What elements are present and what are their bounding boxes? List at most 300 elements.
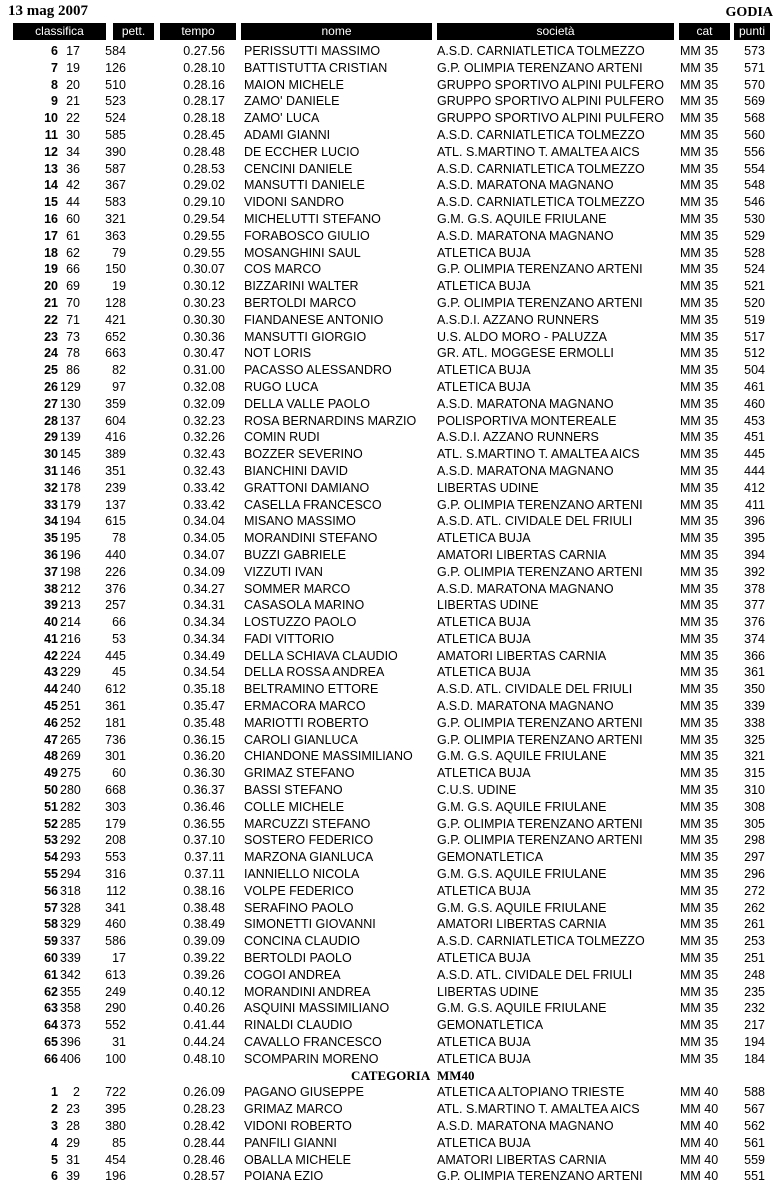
- rank-cell: 52: [44, 816, 58, 831]
- overall-cell: 373: [60, 1018, 81, 1033]
- club-cell: G.P. OLIMPIA TERENZANO ARTENI: [437, 564, 643, 579]
- name-cell: MANSUTTI GIORGIO: [244, 329, 367, 344]
- time-cell: 0.36.37: [183, 783, 225, 798]
- rank-cell: 36: [44, 547, 58, 562]
- points-cell: 296: [744, 867, 765, 882]
- points-cell: 248: [744, 967, 765, 982]
- rank-cell: 9: [51, 94, 58, 109]
- rank-cell: 58: [44, 917, 58, 932]
- time-cell: 0.33.42: [183, 480, 225, 495]
- club-cell: ATLETICA BUJA: [437, 1051, 531, 1066]
- name-cell: CAVALLO FRANCESCO: [244, 1035, 382, 1050]
- club-cell: G.P. OLIMPIA TERENZANO ARTENI: [437, 262, 643, 277]
- club-cell: A.S.D. MARATONA MAGNANO: [437, 581, 614, 596]
- category-cell: MM 35: [680, 900, 719, 915]
- bib-cell: 454: [105, 1152, 126, 1167]
- table-row: [0, 732, 779, 749]
- bib-cell: 416: [105, 430, 126, 445]
- club-cell: G.P. OLIMPIA TERENZANO ARTENI: [437, 295, 643, 310]
- category-cell: MM 40: [680, 1119, 719, 1133]
- bib-cell: 722: [105, 1085, 126, 1100]
- bib-cell: 351: [105, 463, 126, 478]
- club-cell: A.S.D. ATL. CIVIDALE DEL FRIULI: [437, 514, 633, 529]
- overall-cell: 19: [66, 60, 80, 75]
- bib-cell: 615: [105, 514, 126, 529]
- name-cell: GRIMAZ STEFANO: [244, 766, 355, 781]
- bib-cell: 421: [105, 312, 126, 327]
- rank-cell: 11: [44, 127, 58, 142]
- name-cell: GRIMAZ MARCO: [244, 1102, 343, 1117]
- category-cell: MM 35: [680, 447, 719, 462]
- time-cell: 0.28.17: [183, 94, 225, 109]
- time-cell: 0.28.46: [183, 1152, 225, 1167]
- time-cell: 0.30.07: [183, 262, 225, 277]
- category-cell: MM 35: [680, 295, 719, 310]
- time-cell: 0.34.09: [183, 564, 225, 579]
- table-row: [0, 1168, 779, 1185]
- time-cell: 0.28.10: [183, 60, 225, 75]
- table-row: [0, 1101, 779, 1118]
- table-row: [0, 396, 779, 413]
- points-cell: 378: [744, 581, 765, 596]
- points-cell: 529: [744, 228, 765, 243]
- points-cell: 528: [744, 245, 765, 260]
- points-cell: 445: [744, 447, 765, 462]
- bib-cell: 179: [105, 816, 126, 831]
- rank-cell: 57: [44, 900, 58, 915]
- col-tempo: tempo: [160, 23, 236, 40]
- club-cell: A.S.D. ATL. CIVIDALE DEL FRIULI: [437, 967, 633, 982]
- col-classifica: classifica: [13, 23, 106, 40]
- rank-cell: 5: [51, 1152, 58, 1167]
- time-cell: 0.35.47: [183, 699, 225, 714]
- time-cell: 0.28.48: [183, 144, 225, 159]
- club-cell: A.S.D.I. AZZANO RUNNERS: [437, 312, 599, 327]
- time-cell: 0.32.26: [183, 430, 225, 445]
- bib-cell: 587: [105, 161, 126, 176]
- results-table: [0, 43, 779, 1185]
- name-cell: BERTOLDI MARCO: [244, 295, 357, 310]
- rank-cell: 14: [44, 178, 58, 193]
- category-cell: MM 40: [680, 1152, 719, 1167]
- bib-cell: 583: [105, 195, 126, 210]
- rank-cell: 64: [44, 1018, 58, 1033]
- club-cell: ATLETICA BUJA: [437, 363, 531, 378]
- club-cell: LIBERTAS UDINE: [437, 598, 539, 613]
- bib-cell: 376: [105, 581, 126, 596]
- points-cell: 194: [744, 1035, 765, 1050]
- overall-cell: 2: [73, 1085, 80, 1100]
- time-cell: 0.30.12: [183, 279, 225, 294]
- club-cell: LIBERTAS UDINE: [437, 984, 539, 999]
- name-cell: FADI VITTORIO: [244, 631, 335, 646]
- table-row: [0, 463, 779, 480]
- points-cell: 556: [744, 144, 765, 159]
- rank-cell: 12: [44, 144, 58, 159]
- overall-cell: 146: [60, 463, 81, 478]
- bib-cell: 585: [105, 127, 126, 142]
- points-cell: 350: [744, 682, 765, 697]
- time-cell: 0.34.34: [183, 615, 225, 630]
- points-cell: 395: [744, 531, 765, 546]
- bib-cell: 31: [112, 1035, 126, 1050]
- time-cell: 0.32.08: [183, 379, 225, 394]
- overall-cell: 229: [60, 665, 81, 680]
- name-cell: CASASOLA MARINO: [244, 598, 365, 613]
- club-cell: A.S.D. CARNIATLETICA TOLMEZZO: [437, 44, 645, 58]
- time-cell: 0.34.27: [183, 581, 225, 596]
- category-cell: MM 40: [680, 1102, 719, 1117]
- bib-cell: 341: [105, 900, 126, 915]
- rank-cell: 15: [44, 195, 58, 210]
- bib-cell: 82: [112, 363, 126, 378]
- overall-cell: 195: [60, 531, 81, 546]
- category-cell: MM 35: [680, 917, 719, 932]
- overall-cell: 71: [66, 312, 80, 327]
- category-cell: MM 40: [680, 1085, 719, 1100]
- table-row: [0, 144, 779, 161]
- time-cell: 0.35.48: [183, 715, 225, 730]
- category-cell: MM 35: [680, 699, 719, 714]
- points-cell: 338: [744, 715, 765, 730]
- club-cell: A.S.D. CARNIATLETICA TOLMEZZO: [437, 934, 645, 949]
- club-cell: A.S.D. CARNIATLETICA TOLMEZZO: [437, 127, 645, 142]
- name-cell: COGOI ANDREA: [244, 967, 341, 982]
- table-row: [0, 883, 779, 900]
- club-cell: ATL. S.MARTINO T. AMALTEA AICS: [437, 144, 640, 159]
- category-cell: MM 35: [680, 94, 719, 109]
- table-row: [0, 933, 779, 950]
- category-cell: MM 35: [680, 44, 719, 58]
- points-cell: 551: [744, 1169, 765, 1184]
- time-cell: 0.30.47: [183, 346, 225, 361]
- time-cell: 0.29.55: [183, 245, 225, 260]
- name-cell: CAROLI GIANLUCA: [244, 732, 358, 747]
- bib-cell: 584: [105, 44, 126, 58]
- category-cell: MM 35: [680, 1001, 719, 1016]
- name-cell: MORANDINI ANDREA: [244, 984, 371, 999]
- name-cell: ERMACORA MARCO: [244, 699, 366, 714]
- points-cell: 570: [744, 77, 765, 92]
- points-cell: 559: [744, 1152, 765, 1167]
- category-cell: MM 35: [680, 732, 719, 747]
- overall-cell: 285: [60, 816, 81, 831]
- overall-cell: 342: [60, 967, 81, 982]
- table-row: [0, 312, 779, 329]
- category-cell: MM 35: [680, 211, 719, 226]
- category-cell: MM 35: [680, 766, 719, 781]
- bib-cell: 181: [105, 715, 126, 730]
- rank-cell: 23: [44, 329, 58, 344]
- name-cell: DE ECCHER LUCIO: [244, 144, 360, 159]
- name-cell: BIANCHINI DAVID: [244, 463, 348, 478]
- points-cell: 308: [744, 799, 765, 814]
- category-name: MM40: [437, 1067, 475, 1083]
- bib-cell: 612: [105, 682, 126, 697]
- table-row: [0, 295, 779, 312]
- time-cell: 0.34.04: [183, 514, 225, 529]
- page-header: [0, 0, 779, 22]
- rank-cell: 46: [44, 715, 58, 730]
- table-row: [0, 597, 779, 614]
- bib-cell: 316: [105, 867, 126, 882]
- name-cell: POIANA EZIO: [244, 1169, 324, 1184]
- overall-cell: 42: [66, 178, 80, 193]
- category-cell: MM 35: [680, 598, 719, 613]
- category-cell: MM 35: [680, 228, 719, 243]
- rank-cell: 29: [44, 430, 58, 445]
- category-cell: MM 35: [680, 883, 719, 898]
- name-cell: DELLA ROSSA ANDREA: [244, 665, 385, 680]
- table-row: [0, 547, 779, 564]
- points-cell: 554: [744, 161, 765, 176]
- points-cell: 567: [744, 1102, 765, 1117]
- name-cell: VOLPE FEDERICO: [244, 883, 354, 898]
- table-row: [0, 413, 779, 430]
- club-cell: ATLETICA BUJA: [437, 766, 531, 781]
- points-cell: 571: [744, 60, 765, 75]
- club-cell: GRUPPO SPORTIVO ALPINI PULFERO: [437, 94, 664, 109]
- overall-cell: 21: [66, 94, 80, 109]
- rank-cell: 3: [51, 1119, 58, 1133]
- category-cell: MM 35: [680, 77, 719, 92]
- table-row: [0, 60, 779, 77]
- bib-cell: 128: [105, 295, 126, 310]
- table-row: [0, 261, 779, 278]
- overall-cell: 396: [60, 1035, 81, 1050]
- overall-cell: 179: [60, 497, 81, 512]
- time-cell: 0.38.48: [183, 900, 225, 915]
- club-cell: ATLETICA BUJA: [437, 279, 531, 294]
- overall-cell: 139: [60, 430, 81, 445]
- overall-cell: 216: [60, 631, 81, 646]
- category-cell: MM 35: [680, 867, 719, 882]
- table-row: [0, 715, 779, 732]
- time-cell: 0.29.54: [183, 211, 225, 226]
- bib-cell: 736: [105, 732, 126, 747]
- table-header: [0, 23, 779, 42]
- name-cell: MICHELUTTI STEFANO: [244, 211, 381, 226]
- club-cell: ATLETICA BUJA: [437, 531, 531, 546]
- table-row: [0, 1034, 779, 1051]
- name-cell: ZAMO' LUCA: [244, 111, 320, 126]
- points-cell: 521: [744, 279, 765, 294]
- bib-cell: 395: [105, 1102, 126, 1117]
- overall-cell: 61: [66, 228, 80, 243]
- rank-cell: 62: [44, 984, 58, 999]
- points-cell: 461: [744, 379, 765, 394]
- rank-cell: 17: [44, 228, 58, 243]
- bib-cell: 321: [105, 211, 126, 226]
- overall-cell: 194: [60, 514, 81, 529]
- category-cell: MM 35: [680, 514, 719, 529]
- name-cell: MOSANGHINI SAUL: [244, 245, 361, 260]
- points-cell: 520: [744, 295, 765, 310]
- bib-cell: 652: [105, 329, 126, 344]
- table-row: [0, 564, 779, 581]
- time-cell: 0.30.23: [183, 295, 225, 310]
- overall-cell: 73: [66, 329, 80, 344]
- overall-cell: 406: [60, 1051, 81, 1066]
- points-cell: 568: [744, 111, 765, 126]
- category-cell: MM 35: [680, 648, 719, 663]
- category-cell: MM 35: [680, 749, 719, 764]
- category-cell: MM 35: [680, 850, 719, 865]
- name-cell: GRATTONI DAMIANO: [244, 480, 370, 495]
- overall-cell: 318: [60, 883, 81, 898]
- category-cell: MM 35: [680, 178, 719, 193]
- bib-cell: 45: [112, 665, 126, 680]
- club-cell: G.M. G.S. AQUILE FRIULANE: [437, 211, 607, 226]
- rank-cell: 66: [44, 1051, 58, 1066]
- points-cell: 262: [744, 900, 765, 915]
- rank-cell: 59: [44, 934, 58, 949]
- table-row: [0, 228, 779, 245]
- points-cell: 361: [744, 665, 765, 680]
- table-row: [0, 614, 779, 631]
- category-cell: MM 35: [680, 60, 719, 75]
- name-cell: BUZZI GABRIELE: [244, 547, 347, 562]
- name-cell: MARZONA GIANLUCA: [244, 850, 374, 865]
- rank-cell: 42: [44, 648, 58, 663]
- club-cell: ATLETICA BUJA: [437, 1135, 531, 1150]
- club-cell: A.S.D. ATL. CIVIDALE DEL FRIULI: [437, 682, 633, 697]
- points-cell: 530: [744, 211, 765, 226]
- bib-cell: 249: [105, 984, 126, 999]
- time-cell: 0.36.30: [183, 766, 225, 781]
- table-row: [0, 631, 779, 648]
- club-cell: G.P. OLIMPIA TERENZANO ARTENI: [437, 60, 643, 75]
- club-cell: G.P. OLIMPIA TERENZANO ARTENI: [437, 715, 643, 730]
- points-cell: 396: [744, 514, 765, 529]
- rank-cell: 28: [44, 413, 58, 428]
- category-cell: MM 35: [680, 413, 719, 428]
- bib-cell: 290: [105, 1001, 126, 1016]
- points-cell: 569: [744, 94, 765, 109]
- bib-cell: 19: [112, 279, 126, 294]
- overall-cell: 337: [60, 934, 81, 949]
- bib-cell: 53: [112, 631, 126, 646]
- points-cell: 325: [744, 732, 765, 747]
- points-cell: 377: [744, 598, 765, 613]
- points-cell: 504: [744, 363, 765, 378]
- table-row: [0, 967, 779, 984]
- points-cell: 184: [744, 1051, 765, 1066]
- overall-cell: 252: [60, 715, 81, 730]
- category-cell: MM 35: [680, 279, 719, 294]
- time-cell: 0.39.26: [183, 967, 225, 982]
- name-cell: BASSI STEFANO: [244, 783, 343, 798]
- rank-cell: 8: [51, 77, 58, 92]
- table-row: [0, 379, 779, 396]
- overall-cell: 355: [60, 984, 81, 999]
- points-cell: 253: [744, 934, 765, 949]
- time-cell: 0.32.43: [183, 463, 225, 478]
- rank-cell: 21: [44, 295, 58, 310]
- table-row: [0, 1118, 779, 1135]
- rank-cell: 1: [51, 1085, 58, 1100]
- overall-cell: 66: [66, 262, 80, 277]
- bib-cell: 257: [105, 598, 126, 613]
- club-cell: G.M. G.S. AQUILE FRIULANE: [437, 1001, 607, 1016]
- table-row: [0, 816, 779, 833]
- overall-cell: 328: [60, 900, 81, 915]
- name-cell: VIDONI ROBERTO: [244, 1119, 352, 1133]
- bib-cell: 226: [105, 564, 126, 579]
- table-row: [0, 765, 779, 782]
- points-cell: 272: [744, 883, 765, 898]
- col-punti: punti: [734, 23, 770, 40]
- rank-cell: 19: [44, 262, 58, 277]
- time-cell: 0.44.24: [183, 1035, 225, 1050]
- category-cell: MM 35: [680, 127, 719, 142]
- time-cell: 0.28.44: [183, 1135, 225, 1150]
- category-cell: MM 40: [680, 1135, 719, 1150]
- table-row: [0, 480, 779, 497]
- category-cell: MM 35: [680, 715, 719, 730]
- rank-cell: 33: [44, 497, 58, 512]
- name-cell: PANFILI GIANNI: [244, 1135, 337, 1150]
- time-cell: 0.48.10: [183, 1051, 225, 1066]
- rank-cell: 48: [44, 749, 58, 764]
- time-cell: 0.28.57: [183, 1169, 225, 1184]
- rank-cell: 27: [44, 396, 58, 411]
- club-cell: AMATORI LIBERTAS CARNIA: [437, 648, 607, 663]
- name-cell: COS MARCO: [244, 262, 322, 277]
- overall-cell: 60: [66, 211, 80, 226]
- time-cell: 0.36.46: [183, 799, 225, 814]
- bib-cell: 196: [105, 1169, 126, 1184]
- rank-cell: 18: [44, 245, 58, 260]
- category-label: CATEGORIA: [351, 1067, 431, 1083]
- time-cell: 0.38.16: [183, 883, 225, 898]
- rank-cell: 31: [44, 463, 58, 478]
- time-cell: 0.34.54: [183, 665, 225, 680]
- name-cell: ZAMO' DANIELE: [244, 94, 340, 109]
- club-cell: A.S.D. MARATONA MAGNANO: [437, 1119, 614, 1133]
- club-cell: A.S.D. MARATONA MAGNANO: [437, 228, 614, 243]
- points-cell: 524: [744, 262, 765, 277]
- points-cell: 411: [745, 497, 765, 512]
- overall-cell: 294: [60, 867, 81, 882]
- overall-cell: 251: [60, 699, 81, 714]
- category-cell: MM 35: [680, 951, 719, 966]
- col-cat: cat: [679, 23, 730, 40]
- bib-cell: 552: [105, 1018, 126, 1033]
- rank-cell: 51: [44, 799, 58, 814]
- name-cell: MARCUZZI STEFANO: [244, 816, 371, 831]
- club-cell: A.S.D.I. AZZANO RUNNERS: [437, 430, 599, 445]
- club-cell: ATLETICA BUJA: [437, 245, 531, 260]
- table-row: [0, 362, 779, 379]
- overall-cell: 70: [66, 295, 80, 310]
- table-row: [0, 698, 779, 715]
- category-cell: MM 35: [680, 111, 719, 126]
- name-cell: SCOMPARIN MORENO: [244, 1051, 379, 1066]
- club-cell: G.P. OLIMPIA TERENZANO ARTENI: [437, 1169, 643, 1184]
- name-cell: BATTISTUTTA CRISTIAN: [244, 60, 388, 75]
- name-cell: PACASSO ALESSANDRO: [244, 363, 392, 378]
- name-cell: FIANDANESE ANTONIO: [244, 312, 384, 327]
- name-cell: FORABOSCO GIULIO: [244, 228, 370, 243]
- time-cell: 0.38.49: [183, 917, 225, 932]
- bib-cell: 17: [112, 951, 126, 966]
- bib-cell: 524: [105, 111, 126, 126]
- club-cell: A.S.D. CARNIATLETICA TOLMEZZO: [437, 161, 645, 176]
- points-cell: 392: [744, 564, 765, 579]
- club-cell: ATLETICA BUJA: [437, 883, 531, 898]
- time-cell: 0.37.10: [183, 833, 225, 848]
